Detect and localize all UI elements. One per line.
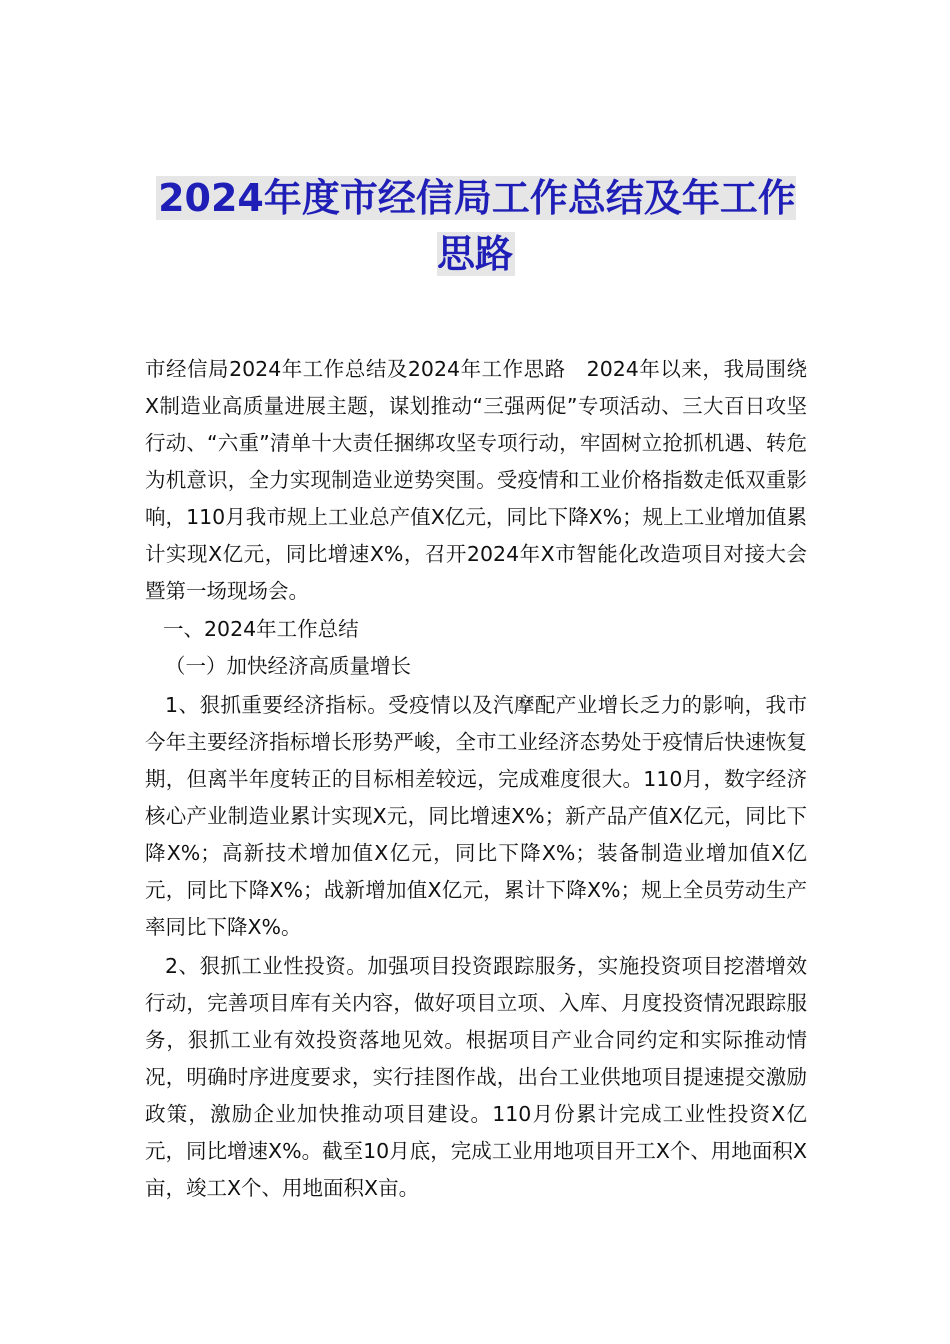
document-body [145, 351, 807, 1207]
item-paragraph-2: 2、狠抓工业性投资。加强项目投资跟踪服务，实施投资项目挖潜增效行动，完善项目库有关内容，做好项目立项、入库、月度投资情况跟踪服务，狠抓工业有效投资落地见效。根据项目产业合同约定和实际推动情况，明确时序进度要求，实行挂图作战，出台工业供地项目提速提交激励政策，激励企业加快推动项目建设。110月份累计完成工业性投资X亿元，同比增速X%。截至10月底，完成工业用地项目开工X个、用地面积X亩，竣工X个、用地面积X亩。 [145, 954, 807, 1200]
document-title [145, 170, 807, 282]
subsection-heading: （一）加快经济高质量增长 [165, 654, 411, 678]
intro-paragraph: 市经信局2024年工作总结及2024年工作思路 2024年以来，我局围绕X制造业高质量进展主题，谋划推动“三强两促”专项活动、三大百日攻坚行动、“六重”清单十大责任捆绑攻坚专项行动，牢固树立抢抓机遇、转危为机意识，全力实现制造业逆势突围。受疫情和工业价格指数走低双重影响，110月我市规上工业总产值X亿元，同比下降X%；规上工业增加值累计实现X亿元，同比增速X%，召开2024年X市智能化改造项目对接大会暨第一场现场会。 [145, 357, 807, 603]
item-paragraph-1: 1、狠抓重要经济指标。受疫情以及汽摩配产业增长乏力的影响，我市今年主要经济指标增长形势严峻，全市工业经济态势处于疫情后快速恢复期，但离半年度转正的目标相差较远，完成难度很大。110月，数字经济核心产业制造业累计实现X元，同比增速X%；新产品产值X亿元，同比下降X%；高新技术增加值X亿元，同比下降X%；装备制造业增加值X亿元，同比下降X%；战新增加值X亿元，累计下降X%；规上全员劳动生产率同比下降X%。 [145, 693, 807, 939]
title-text: 2024年度市经信局工作总结及年工作思路 [158, 176, 796, 276]
section-heading: 一、2024年工作总结 [163, 617, 359, 641]
